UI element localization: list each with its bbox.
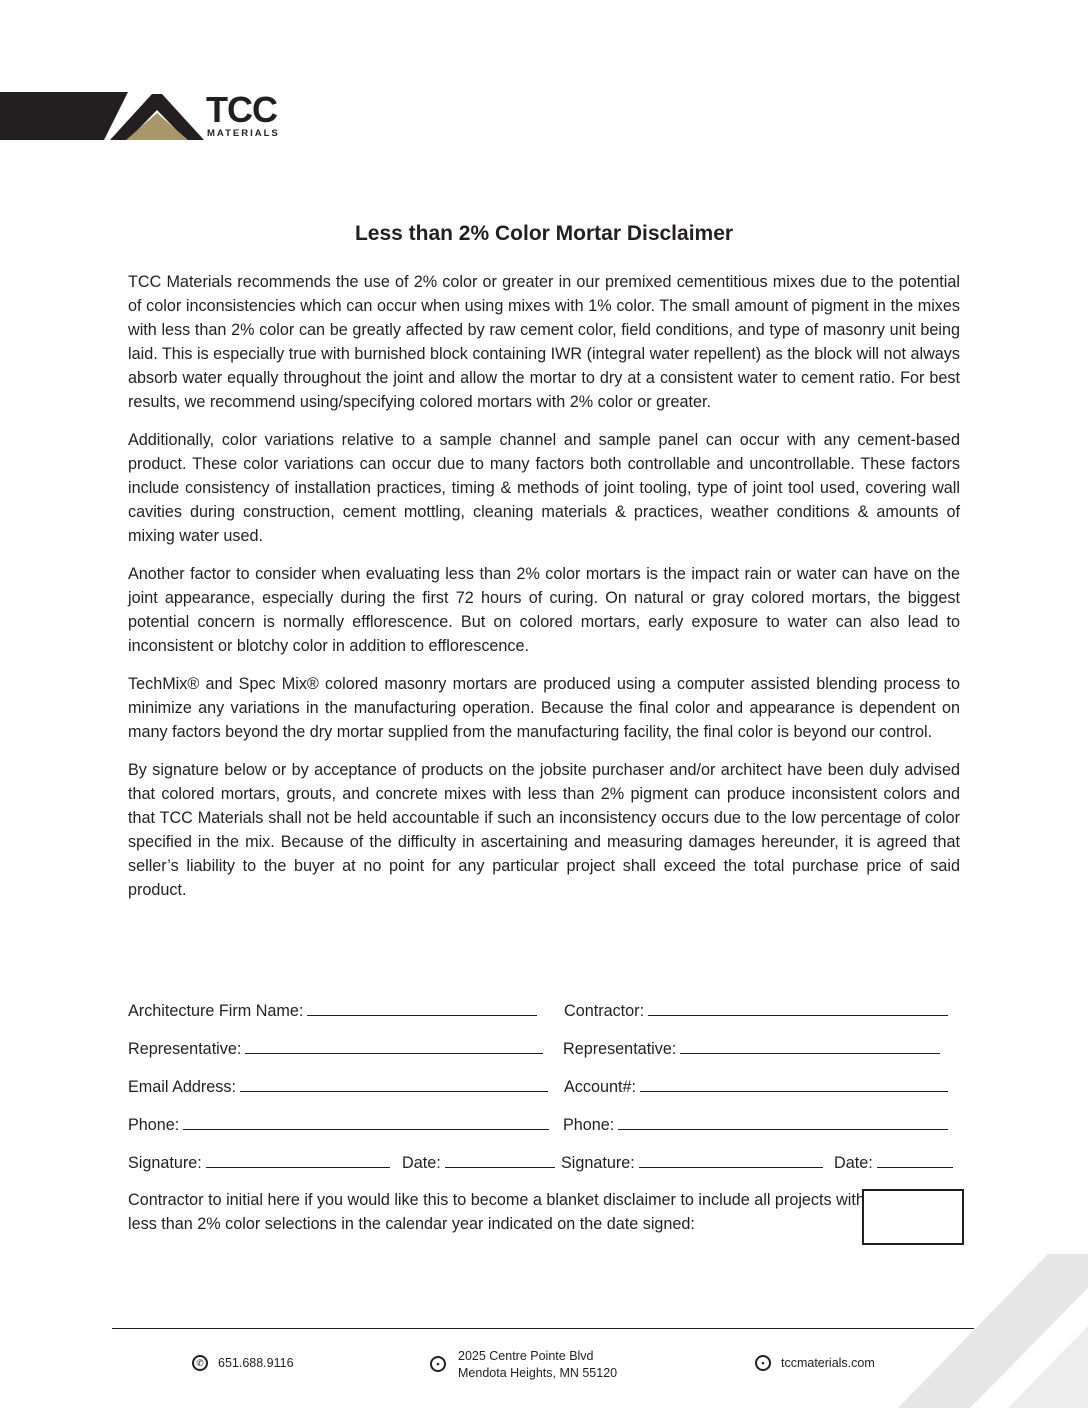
contractor-line[interactable] — [648, 998, 948, 1016]
tcc-logo — [0, 88, 310, 148]
phone-icon: ✆ — [192, 1355, 208, 1371]
date-left-field[interactable] — [402, 1150, 555, 1175]
form-row — [128, 998, 962, 1036]
footer-address-line1: 2025 Centre Pointe Blvd — [458, 1349, 594, 1363]
paragraph: By signature below or by acceptance of products on the jobsite purchaser and/or architect have been duly advised that colored mortars, grouts, and concrete mixes with less than 2% pigment can produce inconsistent colors and that TCC Materials shall not be held accountable if such an inconsistency occurs due to the low percentage of color specified in the mix. Because of the difficulty in ascertaining and measuring damages hereunder, it is agreed that seller’s liability to the buyer at no point for any particular project shall exceed the total purchase price of said product. — [128, 761, 960, 899]
representative-right-field[interactable] — [563, 1036, 940, 1061]
phone-right-field[interactable] — [563, 1112, 948, 1137]
phone-left-line[interactable] — [183, 1112, 549, 1130]
paragraph: Another factor to consider when evaluating less than 2% color mortars is the impact rain or water can have on the joint appearance, especially during the first 72 hours of curing. On natural or gray colored mortars, the biggest potential concern is normally efflorescence. But on colored mortars, early exposure to water can also lead to inconsistent or blotchy color in addition to efflorescence. — [128, 565, 960, 655]
signature-left-field[interactable] — [128, 1150, 390, 1175]
form-row — [128, 1112, 962, 1150]
blanket-disclaimer-text: Contractor to initial here if you would like this to become a blanket disclaimer to include all projects with less than 2% color selections in the calendar year indicated on the date signed: — [128, 1191, 865, 1233]
field-label: Representative: — [563, 1040, 677, 1058]
footer-address-line2: Mendota Heights, MN 55120 — [458, 1366, 618, 1380]
signature-left-line[interactable] — [206, 1150, 390, 1168]
logo-mark-icon — [0, 88, 210, 148]
field-label: Signature: — [128, 1154, 202, 1172]
form-row — [128, 1150, 962, 1188]
field-label: Signature: — [561, 1154, 635, 1172]
footer-website-text[interactable]: tccmaterials.com — [781, 1356, 875, 1370]
date-right-line[interactable] — [877, 1150, 953, 1168]
logo-subtitle: MATERIALS — [207, 128, 280, 139]
field-label: Date: — [402, 1154, 441, 1172]
location-pin-icon: • — [430, 1356, 446, 1372]
logo-wordmark: TCC — [206, 89, 277, 130]
signature-form — [128, 998, 962, 1188]
account-field[interactable] — [564, 1074, 948, 1099]
field-label: Email Address: — [128, 1078, 236, 1096]
architecture-firm-line[interactable] — [307, 998, 537, 1016]
account-line[interactable] — [640, 1074, 948, 1092]
field-label: Architecture Firm Name: — [128, 1002, 304, 1020]
representative-left-field[interactable] — [128, 1036, 543, 1061]
representative-left-line[interactable] — [245, 1036, 543, 1054]
form-row — [128, 1036, 962, 1074]
paragraph: Additionally, color variations relative to a sample channel and sample panel can occur with any cement-based product. These color variations can occur due to many factors both controllable and uncontrollable. These factors include consistency of installation practices, timing & methods of joint tooling, type of joint tool used, covering wall cavities during construction, cement mottling, cleaning materials & practices, weather conditions & amounts of mixing water used. — [128, 431, 960, 545]
architecture-firm-field[interactable] — [128, 998, 537, 1023]
representative-right-line[interactable] — [680, 1036, 940, 1054]
field-label: Account#: — [564, 1078, 636, 1096]
signature-right-line[interactable] — [639, 1150, 823, 1168]
paragraph: TCC Materials recommends the use of 2% color or greater in our premixed cementitious mixes due to the potential of color inconsistencies which can occur when using mixes with 1% color. The small amount of pigment in the mixes with less than 2% color can be greatly affected by raw cement color, field conditions, and type of masonry unit being laid. This is especially true with burnished block containing IWR (integral water repellent) as the block will not always absorb water equally throughout the joint and allow the mortar to dry at a consistent water to cement ratio. For best results, we recommend using/specifying colored mortars with 2% color or greater. — [128, 273, 960, 411]
date-right-field[interactable] — [834, 1150, 953, 1175]
contractor-field[interactable] — [564, 998, 948, 1023]
paragraph: TechMix® and Spec Mix® colored masonry mortars are produced using a computer assisted blending process to minimize any variations in the manufacturing operation. Because the final color and appearance is dependent on many factors beyond the dry mortar supplied from the manufacturing facility, the final color is beyond our control. — [128, 675, 960, 741]
page-title: Less than 2% Color Mortar Disclaimer — [354, 222, 734, 245]
footer-phone-text: 651.688.9116 — [218, 1356, 294, 1370]
phone-left-field[interactable] — [128, 1112, 549, 1137]
form-row — [128, 1074, 962, 1112]
disclaimer-body — [128, 270, 960, 916]
email-line[interactable] — [240, 1074, 548, 1092]
field-label: Representative: — [128, 1040, 242, 1058]
signature-right-field[interactable] — [561, 1150, 823, 1175]
field-label: Phone: — [563, 1116, 615, 1134]
field-label: Phone: — [128, 1116, 180, 1134]
footer-divider — [112, 1328, 974, 1329]
phone-right-line[interactable] — [618, 1112, 948, 1130]
date-left-line[interactable] — [445, 1150, 555, 1168]
contractor-initial-box[interactable] — [862, 1189, 964, 1245]
globe-icon: ▪ — [755, 1355, 771, 1371]
field-label: Date: — [834, 1154, 873, 1172]
email-field[interactable] — [128, 1074, 548, 1099]
field-label: Contractor: — [564, 1002, 645, 1020]
